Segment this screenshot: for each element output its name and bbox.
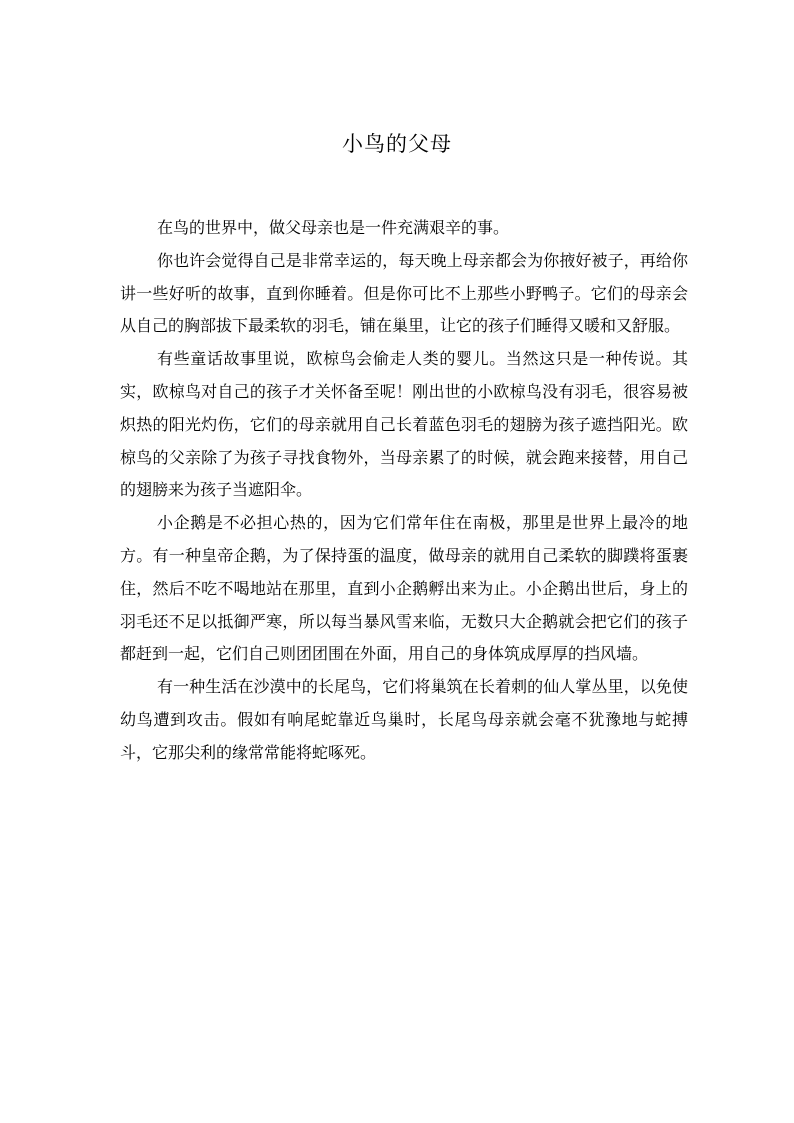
- page-title: 小鸟的父母: [342, 132, 452, 156]
- article-body: [120, 212, 688, 770]
- paragraph-4: 小企鹅是不必担心热的，因为它们常年住在南极，那里是世界上最冷的地方。有一种皇帝企鹅，为了保持蛋的温度，做母亲的就用自己柔软的脚蹼将蛋裹住，然后不吃不喝地站在那里，直到小企鹅孵出来为止。小企鹅出世后，身上的羽毛还不足以抵御严寒，所以每当暴风雪来临，无数只大企鹅就会把它们的孩子都赶到一起，它们自己则团团围在外面，用自己的身体筑成厚厚的挡风墙。: [120, 513, 688, 664]
- paragraph-5: 有一种生活在沙漠中的长尾鸟，它们将巢筑在长着刺的仙人掌丛里，以免使幼鸟遭到攻击。假如有响尾蛇靠近鸟巢时，长尾鸟母亲就会毫不犹豫地与蛇搏斗，它那尖利的缘常常能将蛇啄死。: [120, 677, 688, 762]
- paragraph-2: 你也许会觉得自己是非常幸运的，每天晚上母亲都会为你掖好被子，再给你讲一些好听的故事，直到你睡着。但是你可比不上那些小野鸭子。它们的母亲会从自己的胸部拔下最柔软的羽毛，铺在巢里，让它的孩子们睡得又暖和又舒服。: [120, 250, 688, 336]
- paragraph-3: 有些童话故事里说，欧椋鸟会偷走人类的婴儿。当然这只是一种传说。其实，欧椋鸟对自己的孩子才关怀备至呢！刚出世的小欧椋鸟没有羽毛，很容易被炽热的阳光灼伤，它们的母亲就用自己长着蓝色羽毛的翅膀为孩子遮挡阳光。欧椋鸟的父亲除了为孩子寻找食物外，当母亲累了的时候，就会跑来接替，用自己的翅膀来为孩子当遮阳伞。: [120, 349, 688, 500]
- paragraph-1: 在鸟的世界中，做父母亲也是一件充满艰辛的事。: [157, 218, 510, 237]
